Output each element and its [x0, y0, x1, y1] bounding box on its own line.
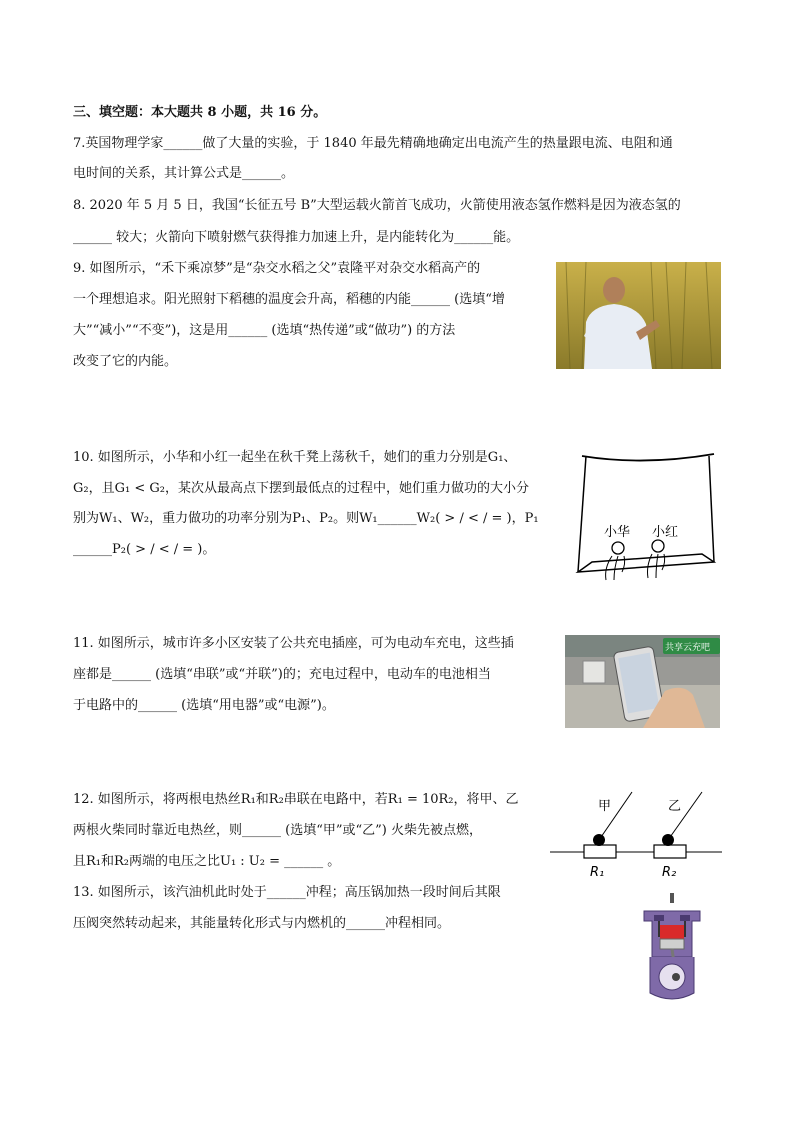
label-jia: 甲	[598, 799, 612, 814]
swing-figure	[574, 444, 724, 584]
q12-line2: 两根火柴同时靠近电热丝，则______ (选填“甲”或“乙”) 火柴先被点燃，	[73, 823, 482, 838]
q7-line1: 7.英国物理学家______做了大量的实验，于 1840 年最先精确地确定出电流产生的热量跟电流、电阻和通	[73, 136, 673, 151]
section-title: 三、填空题：本大题共 8 小题，共 16 分。	[73, 105, 327, 120]
label-r1: R₁	[590, 865, 605, 880]
q9-line4: 改变了它的内能。	[73, 354, 178, 369]
label-xiaohong: 小红	[652, 525, 679, 540]
q12-line1: 12. 如图所示，将两根电热丝R₁和R₂串联在电路中，若R₁ = 10R₂，将甲、乙	[73, 792, 519, 807]
q13-line1: 13. 如图所示，该汽油机此时处于______冲程；高压锅加热一段时间后其限	[73, 885, 501, 900]
q13-line2: 压阀突然转动起来，其能量转化形式与内燃机的______冲程相同。	[73, 916, 451, 931]
resistor-r2	[654, 845, 686, 858]
rice-field-photo	[556, 262, 721, 369]
q11-line3: 于电路中的______ (选填“用电器”或“电源”)。	[73, 698, 335, 713]
heating-wire-diagram	[548, 788, 724, 884]
q10-line2: G₂，且G₁ < G₂，某次从最高点下摆到最低点的过程中，她们重力做功的大小分	[73, 481, 529, 496]
gasoline-engine-figure	[640, 893, 704, 1005]
q9-line2: 一个理想追求。阳光照射下稻穗的温度会升高，稻穗的内能______ (选填“增	[73, 292, 505, 307]
charging-socket-photo	[565, 635, 720, 728]
q7-line2: 电时间的关系，其计算公式是______。	[73, 166, 295, 181]
q9-line1: 9. 如图所示，“禾下乘凉梦”是“杂交水稻之父”袁隆平对杂交水稻高产的	[73, 261, 481, 276]
q8-line2: ______ 较大；火箭向下喷射燃气获得推力加速上升，是内能转化为______能。	[73, 230, 520, 245]
q10-line4: ______P₂( > / < / = )。	[73, 542, 216, 557]
q11-line2: 座都是______ (选填“串联”或“并联”)的；充电过程中，电动车的电池相当	[73, 667, 491, 682]
label-yi: 乙	[668, 799, 682, 814]
q10-line3: 别为W₁、W₂，重力做功的功率分别为P₁、P₂。则W₁______W₂( > / < / = )，P₁	[73, 511, 539, 526]
q9-line3: 大”“减小”“不变”)，这是用______ (选填“热传递”或“做功”) 的方法	[73, 323, 456, 338]
resistor-r1	[584, 845, 616, 858]
q10-line1: 10. 如图所示，小华和小红一起坐在秋千凳上荡秋千，她们的重力分别是G₁、	[73, 450, 517, 465]
q11-line1: 11. 如图所示，城市许多小区安装了公共充电插座，可为电动车充电，这些插	[73, 636, 514, 651]
q12-line3: 且R₁和R₂两端的电压之比U₁ : U₂ = ______ 。	[73, 854, 341, 869]
q8-line1: 8. 2020 年 5 月 5 日，我国“长征五号 B”大型运载火箭首飞成功，火箭使用液态氢作燃料是因为液态氢的	[73, 198, 681, 213]
charging-sign: 共享云充吧	[665, 643, 711, 653]
label-xiaohua: 小华	[604, 525, 631, 540]
label-r2: R₂	[662, 865, 677, 880]
